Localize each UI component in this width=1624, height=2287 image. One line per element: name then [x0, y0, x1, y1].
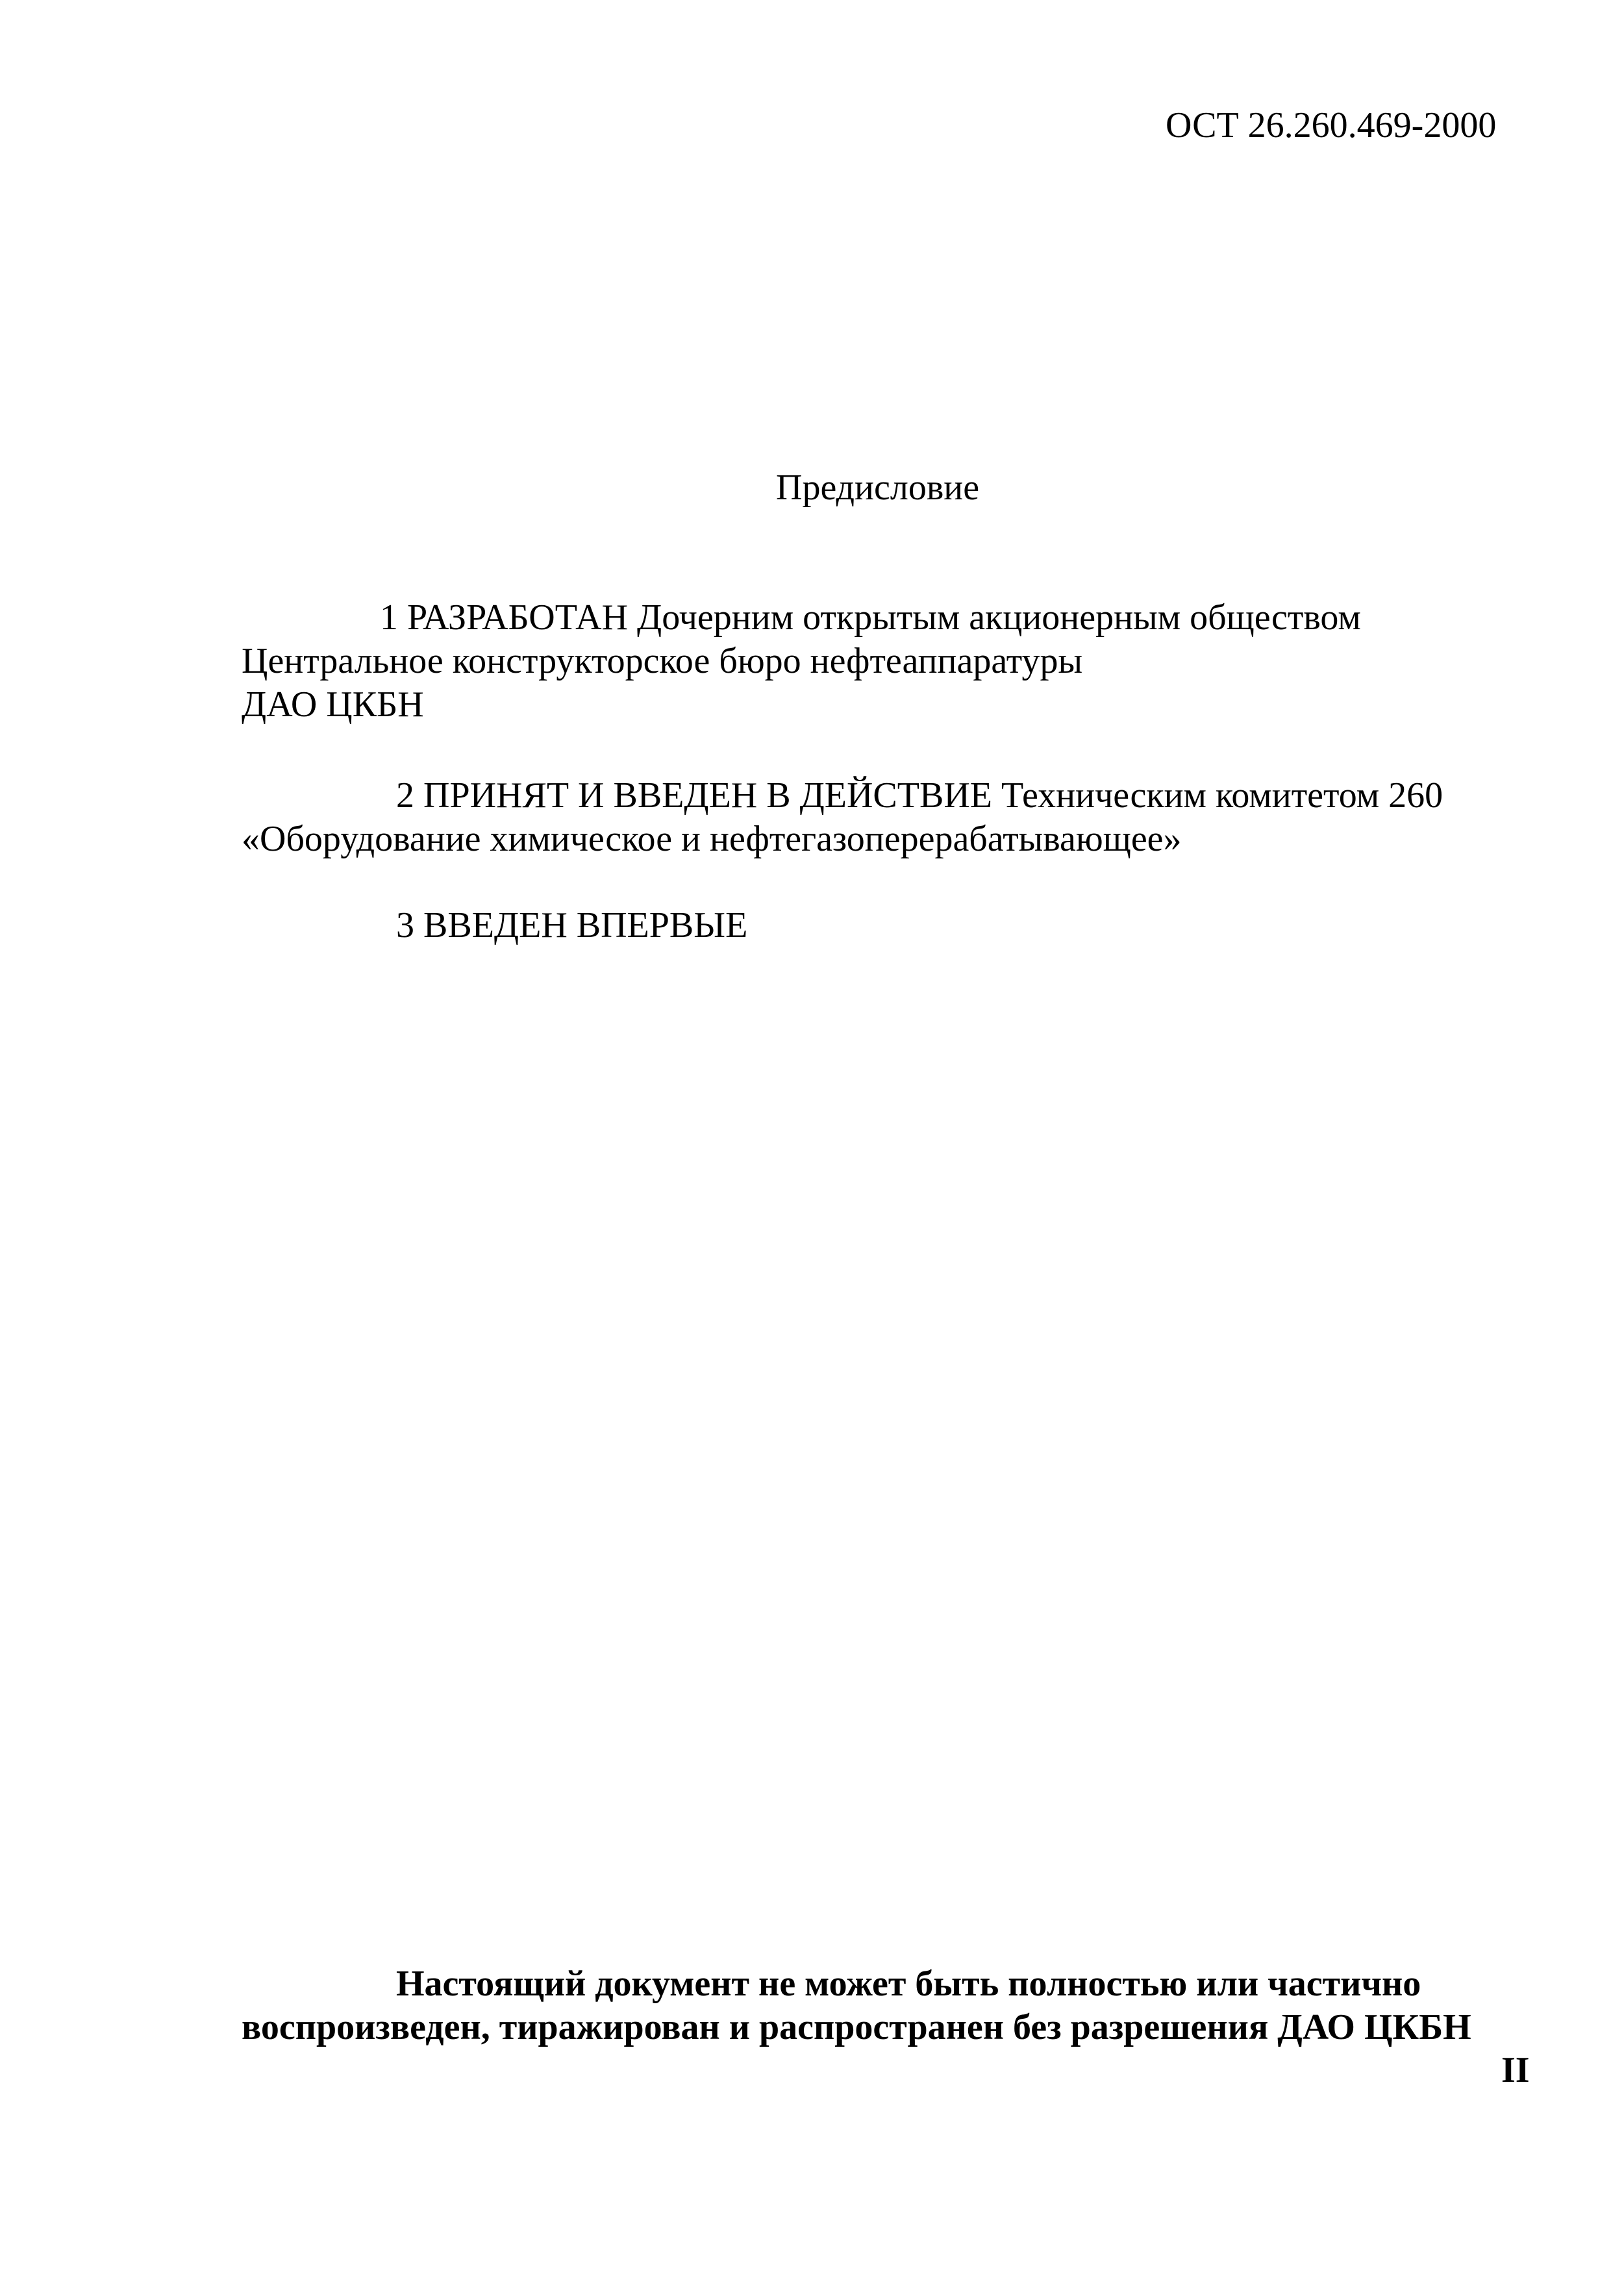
item-2-lead: 2 ПРИНЯТ И ВВЕДЕН В ДЕЙСТВИЕ — [396, 775, 992, 816]
item-2-line-1 — [396, 774, 1443, 817]
item-1-text: Дочерним открытым акционерным обществом — [628, 597, 1361, 638]
item-1-line-2: Центральное конструкторское бюро нефтеаппаратуры — [242, 641, 1083, 681]
document-code: ОСТ 26.260.469-2000 — [1166, 105, 1497, 145]
item-1-lead: 1 РАЗРАБОТАН — [380, 597, 629, 638]
page-title: Предисловие — [776, 468, 980, 508]
item-3-line-1 — [396, 904, 747, 947]
item-2-line-2: «Оборудование химическое и нефтегазоперерабатывающее» — [242, 819, 1182, 859]
item-2-text: Техническим комитетом 260 — [992, 775, 1443, 816]
notice-line-1: Настоящий документ не может быть полностью или частично — [396, 1964, 1421, 2004]
item-1-line-3: ДАО ЦКБН — [242, 684, 424, 725]
notice-line-2: воспроизведен, тиражирован и распространен без разрешения ДАО ЦКБН — [242, 2007, 1471, 2047]
item-3-lead: 3 ВВЕДЕН ВПЕРВЫЕ — [396, 905, 748, 945]
page-number: II — [1501, 2050, 1530, 2090]
item-1-line-1 — [380, 596, 1361, 639]
